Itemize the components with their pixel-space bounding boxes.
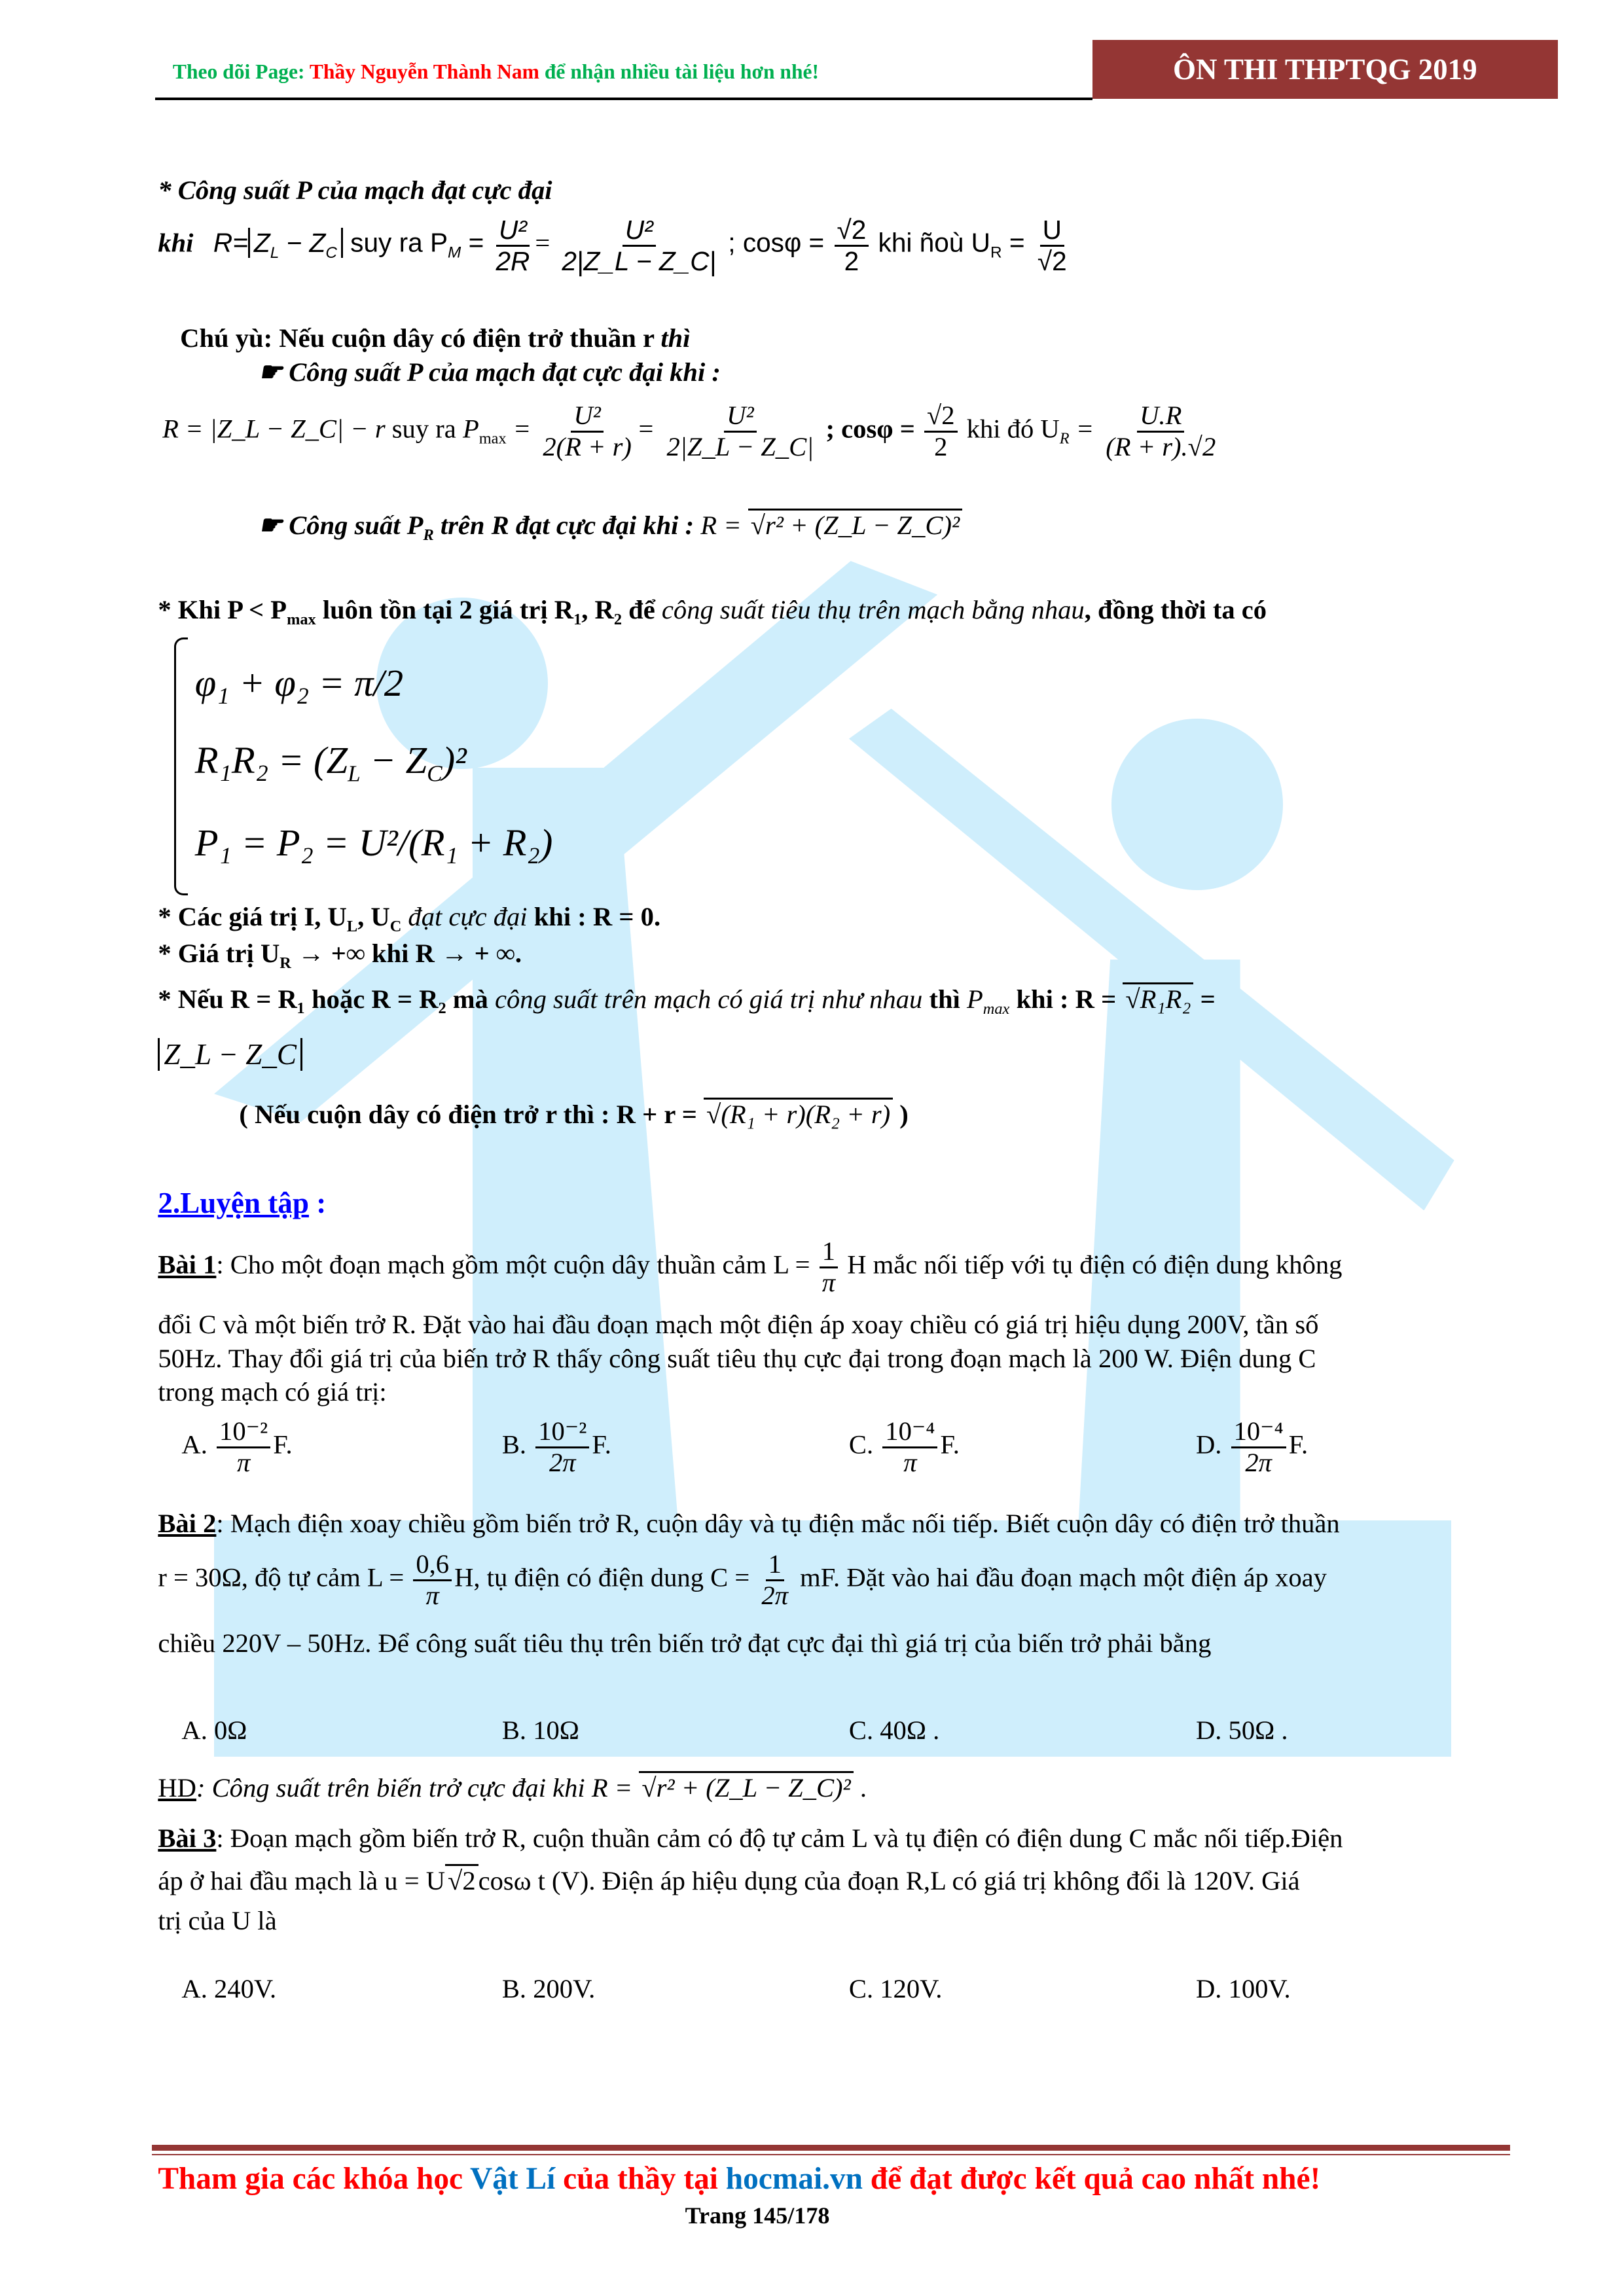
bai3-option-a[interactable]: A. 240V.	[181, 1973, 277, 2003]
bai1-option-c[interactable]: C. $\frac{\text{10⁻⁴}}{\pi}$ F.	[848, 1416, 960, 1477]
bai3-option-c[interactable]: C. 120V.	[848, 1973, 943, 2003]
system-brace	[174, 637, 188, 895]
header-divider	[155, 98, 1092, 101]
bai2-option-d[interactable]: D. 50Ω .	[1195, 1715, 1288, 1745]
bai3-line2: áp ở hai đầu mạch là u = U√ 2cosω t (V). Điện áp hiệu dụng của đoạn R,L có giá trị không đổi là 120V. Giá	[158, 1866, 1299, 1897]
system-eq-1: φ₁ + φ₂ = π/2	[194, 662, 404, 705]
section-max-power-title: * Công suất P của mạch đạt cực đại	[158, 175, 552, 206]
coil-r-line: ( Nếu cuộn dây có điện trở r thì : R + r = √ (R₁ + r)(R₂ + r) )	[239, 1100, 908, 1130]
bai1-line4: trong mạch có giá trị:	[158, 1377, 387, 1407]
bai2-line2: r = 30Ω, độ tự cảm L = $\frac{0,6}{\pi}$ H, tụ điện có điện dung C = $\frac{1}{2\pi}$ mF. Đặt vào hai đầu đoạn mạch một điện áp xoay	[158, 1549, 1327, 1610]
bai3-option-d[interactable]: D. 100V.	[1195, 1973, 1291, 2003]
bai2-option-b[interactable]: B. 10Ω	[501, 1715, 579, 1745]
bai1-option-b[interactable]: B. $\frac{\text{10⁻²}}{2\pi}$ F.	[501, 1416, 611, 1477]
formula-max-power-with-r: R = |Z_L − Z_C| − r suy ra $P_{max}$ = $\frac{\text{U²}}{2(R + r)}$ = $\frac{\text{U²}}{2|Z\_L - Z\_C|}$ ; cosφ = $\frac{√2}{2}$ khi đó $U_R$ = $\frac{U.R}{(R + r).√2}$	[162, 401, 1216, 462]
r1-r2-line: * Nếu R = R₁ hoặc R = R₂ mà công suất trên mạch có giá trị như nhau thì $P_{max}$ khi : R = √ R₁R₂ =	[158, 984, 1215, 1015]
abs-zl-zc: Z_L − Z_C	[158, 1038, 302, 1072]
header-follow-text: Theo dõi Page: Thầy Nguyễn Thành Nam để nhận nhiều tài liệu hơn nhé!	[172, 60, 820, 84]
bai1-line3: 50Hz. Thay đổi giá trị của biến trở R thấy công suất tiêu thụ cực đại trong đoạn mạch là 200 W. Điện dung C	[158, 1343, 1316, 1373]
header-page-link[interactable]: Thầy Nguyễn Thành Nam	[309, 60, 539, 84]
bai2-option-c[interactable]: C. 40Ω .	[848, 1715, 940, 1745]
note-coil-resistance: Chú yù: Nếu cuộn dây có điện trở thuần r thì	[180, 323, 691, 353]
pointing-hand-icon: ☛	[258, 357, 289, 387]
bai2-option-a[interactable]: A. 0Ω	[181, 1715, 247, 1745]
system-eq-2: $R_1R_2 = (Z_L - Z_C)^2$	[194, 738, 467, 787]
page-number: Trang 145/178	[685, 2202, 830, 2229]
pointing-hand-icon: ☛	[258, 511, 289, 541]
practice-heading: 2.Luyện tập :	[158, 1187, 327, 1220]
ur-infinity-line: * Giá trị $U_R$ → +∞ khi R → + ∞.	[158, 939, 522, 973]
max-values-line: * Các giá trị I, $U_L$, $U_C$ đạt cực đại khi : R = 0.	[158, 902, 661, 936]
note-bullet-1: ☛ Công suất P của mạch đạt cực đại khi :	[258, 357, 721, 387]
bai3-line1: Bài 3: Đoạn mạch gồm biến trở R, cuộn thuần cảm có độ tự cảm L và tụ điện có điện dung C mắc nối tiếp.Điện	[158, 1823, 1343, 1853]
header-badge: ÔN THI THPTQG 2019	[1092, 40, 1557, 99]
bai3-line3: trị của U là	[158, 1905, 277, 1935]
bai1-line2: đổi C và một biến trở R. Đặt vào hai đầu đoạn mạch một điện áp xoay chiều có giá trị hiệu dụng 200V, tần số	[158, 1309, 1319, 1339]
bai2-line1: Bài 2: Mạch điện xoay chiều gồm biến trở R, cuộn dây và tụ điện mắc nối tiếp. Biết cuộn dây có điện trở thuần	[158, 1509, 1340, 1539]
footer-rule-thick	[152, 2145, 1510, 2151]
footer-promo: Tham gia các khóa học Vật Lí của thầy tại hocmai.vn để đạt được kết quả cao nhất nhé!	[158, 2162, 1321, 2197]
bai1-line1: Bài 1: Cho một đoạn mạch gồm một cuộn dây thuần cảm L = $\frac{1}{\pi}$ H mắc nối tiếp với tụ điện có điện dung không	[158, 1236, 1343, 1297]
bai1-option-d[interactable]: D. $\frac{\text{10⁻⁴}}{2\pi}$ F.	[1195, 1416, 1308, 1477]
bai1-option-a[interactable]: A. $\frac{\text{10⁻²}}{\pi}$ F.	[181, 1416, 293, 1477]
bai2-line3: chiều 220V – 50Hz. Để công suất tiêu thụ trên biến trở đạt cực đại thì giá trị của biến trở phải bằng	[158, 1628, 1212, 1658]
hocmai-link[interactable]: hocmai.vn	[725, 2162, 863, 2197]
system-eq-3: P₁ = P₂ = U²/(R₁ + R₂)	[194, 821, 553, 865]
note-bullet-2: ☛ Công suất $P_R$ trên R đạt cực đại khi : R = √ r² + (Z_L − Z_C)²	[259, 511, 962, 541]
two-values-line: * Khi $P < P_{max}$ luôn tồn tại 2 giá trị $R_1$, $R_2$ để công suất tiêu thụ trên mạch bằng nhau, đồng thời ta có	[158, 594, 1267, 629]
hd-hint: HD: Công suất trên biến trở cực đại khi R = √ r² + (Z_L − Z_C)² .	[158, 1773, 867, 1804]
bai3-option-b[interactable]: B. 200V.	[501, 1973, 596, 2003]
footer-rule-thin	[152, 2154, 1510, 2155]
formula-max-power: khi $R= Z_L - Z_C$ suy ra $P_M$ = $\frac{\text{U²}}{2R}$ = $\frac{\text{U²}}{2|Z\_L - Z\_C|}$ ; cosφ = $\frac{√2}{2}$ khi ñoù $U_R$ = $\frac{U}{√2}$	[158, 215, 1067, 276]
